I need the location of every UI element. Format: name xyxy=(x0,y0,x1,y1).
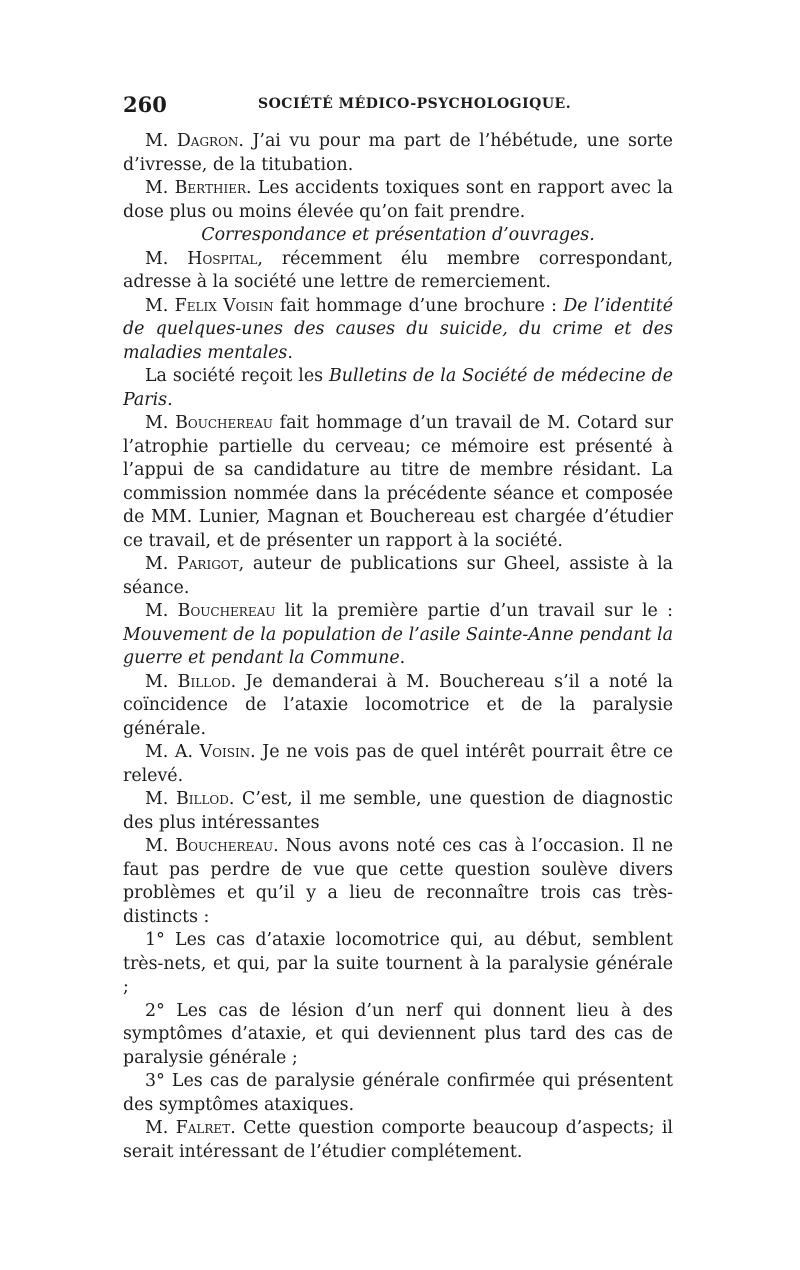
speaker: M. Hospital, xyxy=(145,248,263,269)
paragraph: La société reçoit les Bulletins de la Société de médecine de Paris. xyxy=(123,366,673,410)
work-title: Mouvement de la population de l’asile Sainte-Anne pendant la guerre et pendant la Commune xyxy=(123,624,673,668)
speaker: M. Dagron. xyxy=(145,131,244,151)
list-item: 3° Les cas de paralysie générale confirmée qui présentent des symptômes ataxiques. xyxy=(123,1071,673,1115)
paragraph: M. Berthier. Les accidents toxiques sont en rapport avec la dose plus ou moins élevée qu’on fait prendre. xyxy=(123,178,674,222)
paragraph: M. Bouchereau. Nous avons noté ces cas à l’occasion. Il ne faut pas perdre de vue que cette question soulève divers problèmes et qu’il y a lieu de reconnaître trois cas très-distincts : xyxy=(123,836,673,927)
speaker: M. Felix Voisin xyxy=(145,295,274,316)
book-page xyxy=(123,92,673,1164)
page-text xyxy=(123,130,673,1164)
paragraph: M. Parigot, auteur de publications sur Gheel, assiste à la séance. xyxy=(123,554,673,598)
paragraph: M. Falret. Cette question comporte beaucoup d’aspects; il serait intéressant de l’étudier complétement. xyxy=(123,1118,673,1162)
speaker: M. Parigot, xyxy=(145,554,245,574)
paragraph: M. A. Voisin. Je ne vois pas de quel intérêt pourrait être ce relevé. xyxy=(123,742,673,786)
paragraph: M. Hospital, récemment élu membre correspondant, adresse à la société une lettre de remerciement. xyxy=(123,248,673,292)
list-item: 1° Les cas d’ataxie locomotrice qui, au début, semblent très-nets, et qui, par la suite tournent à la paralysie générale ; xyxy=(123,930,673,997)
speaker: M. Bouchereau xyxy=(145,413,273,433)
work-title: De l’identité de quelques-unes des causes du suicide, du crime et des maladies mentales xyxy=(123,295,673,363)
speaker: M. Bouchereau. xyxy=(145,836,279,856)
paragraph: M. Bouchereau lit la première partie d’un travail sur le : Mouvement de la population de l’asile Sainte-Anne pendant la guerre et pendant la Commune. xyxy=(123,601,673,668)
work-title: Bulletins de la Société de médecine de Paris xyxy=(123,366,673,410)
paragraph: M. Billod. Je demanderai à M. Bouchereau s’il a noté la coïncidence de l’ataxie locomotrice et de la paralysie générale. xyxy=(123,671,673,739)
list-item: 2° Les cas de lésion d’un nerf qui donnent lieu à des symptômes d’ataxie, et qui deviennent plus tard des cas de paralysie générale ; xyxy=(123,1000,673,1068)
speaker: M. Billod. xyxy=(145,671,237,692)
paragraph: M. Bouchereau fait hommage d’un travail de M. Cotard sur l’atrophie partielle du cerveau; ce mémoire est présenté à l’appui de sa candidature au titre de membre résidant. La commission nommée dans la précédente séance et composée de MM. Lunier, Magnan et Bouchereau est chargée d’étudier ce travail, et de présenter un rapport à la société. xyxy=(123,413,673,551)
paragraph: M. Billod. C’est, il me semble, une question de diagnostic des plus intéressantes xyxy=(123,789,673,833)
speaker: M. A. Voisin. xyxy=(145,742,256,762)
speaker: M. Bouchereau xyxy=(145,601,276,621)
paragraph: M. Dagron. J’ai vu pour ma part de l’hébétude, une sorte d’ivresse, de la titubation. xyxy=(123,131,673,175)
running-head xyxy=(123,92,673,124)
speaker: M. Falret. xyxy=(145,1118,236,1138)
section-heading: Correspondance et présentation d’ouvrages. xyxy=(201,225,595,245)
page-number: 260 xyxy=(123,92,167,117)
paragraph: M. Felix Voisin fait hommage d’une brochure : De l’identité de quelques-unes des causes du suicide, du crime et des maladies mentales. xyxy=(123,295,673,363)
speaker: M. Berthier. xyxy=(145,178,252,198)
running-title: SOCIÉTÉ MÉDICO-PSYCHOLOGIQUE. xyxy=(258,96,572,112)
speaker: M. Billod. xyxy=(145,789,235,809)
